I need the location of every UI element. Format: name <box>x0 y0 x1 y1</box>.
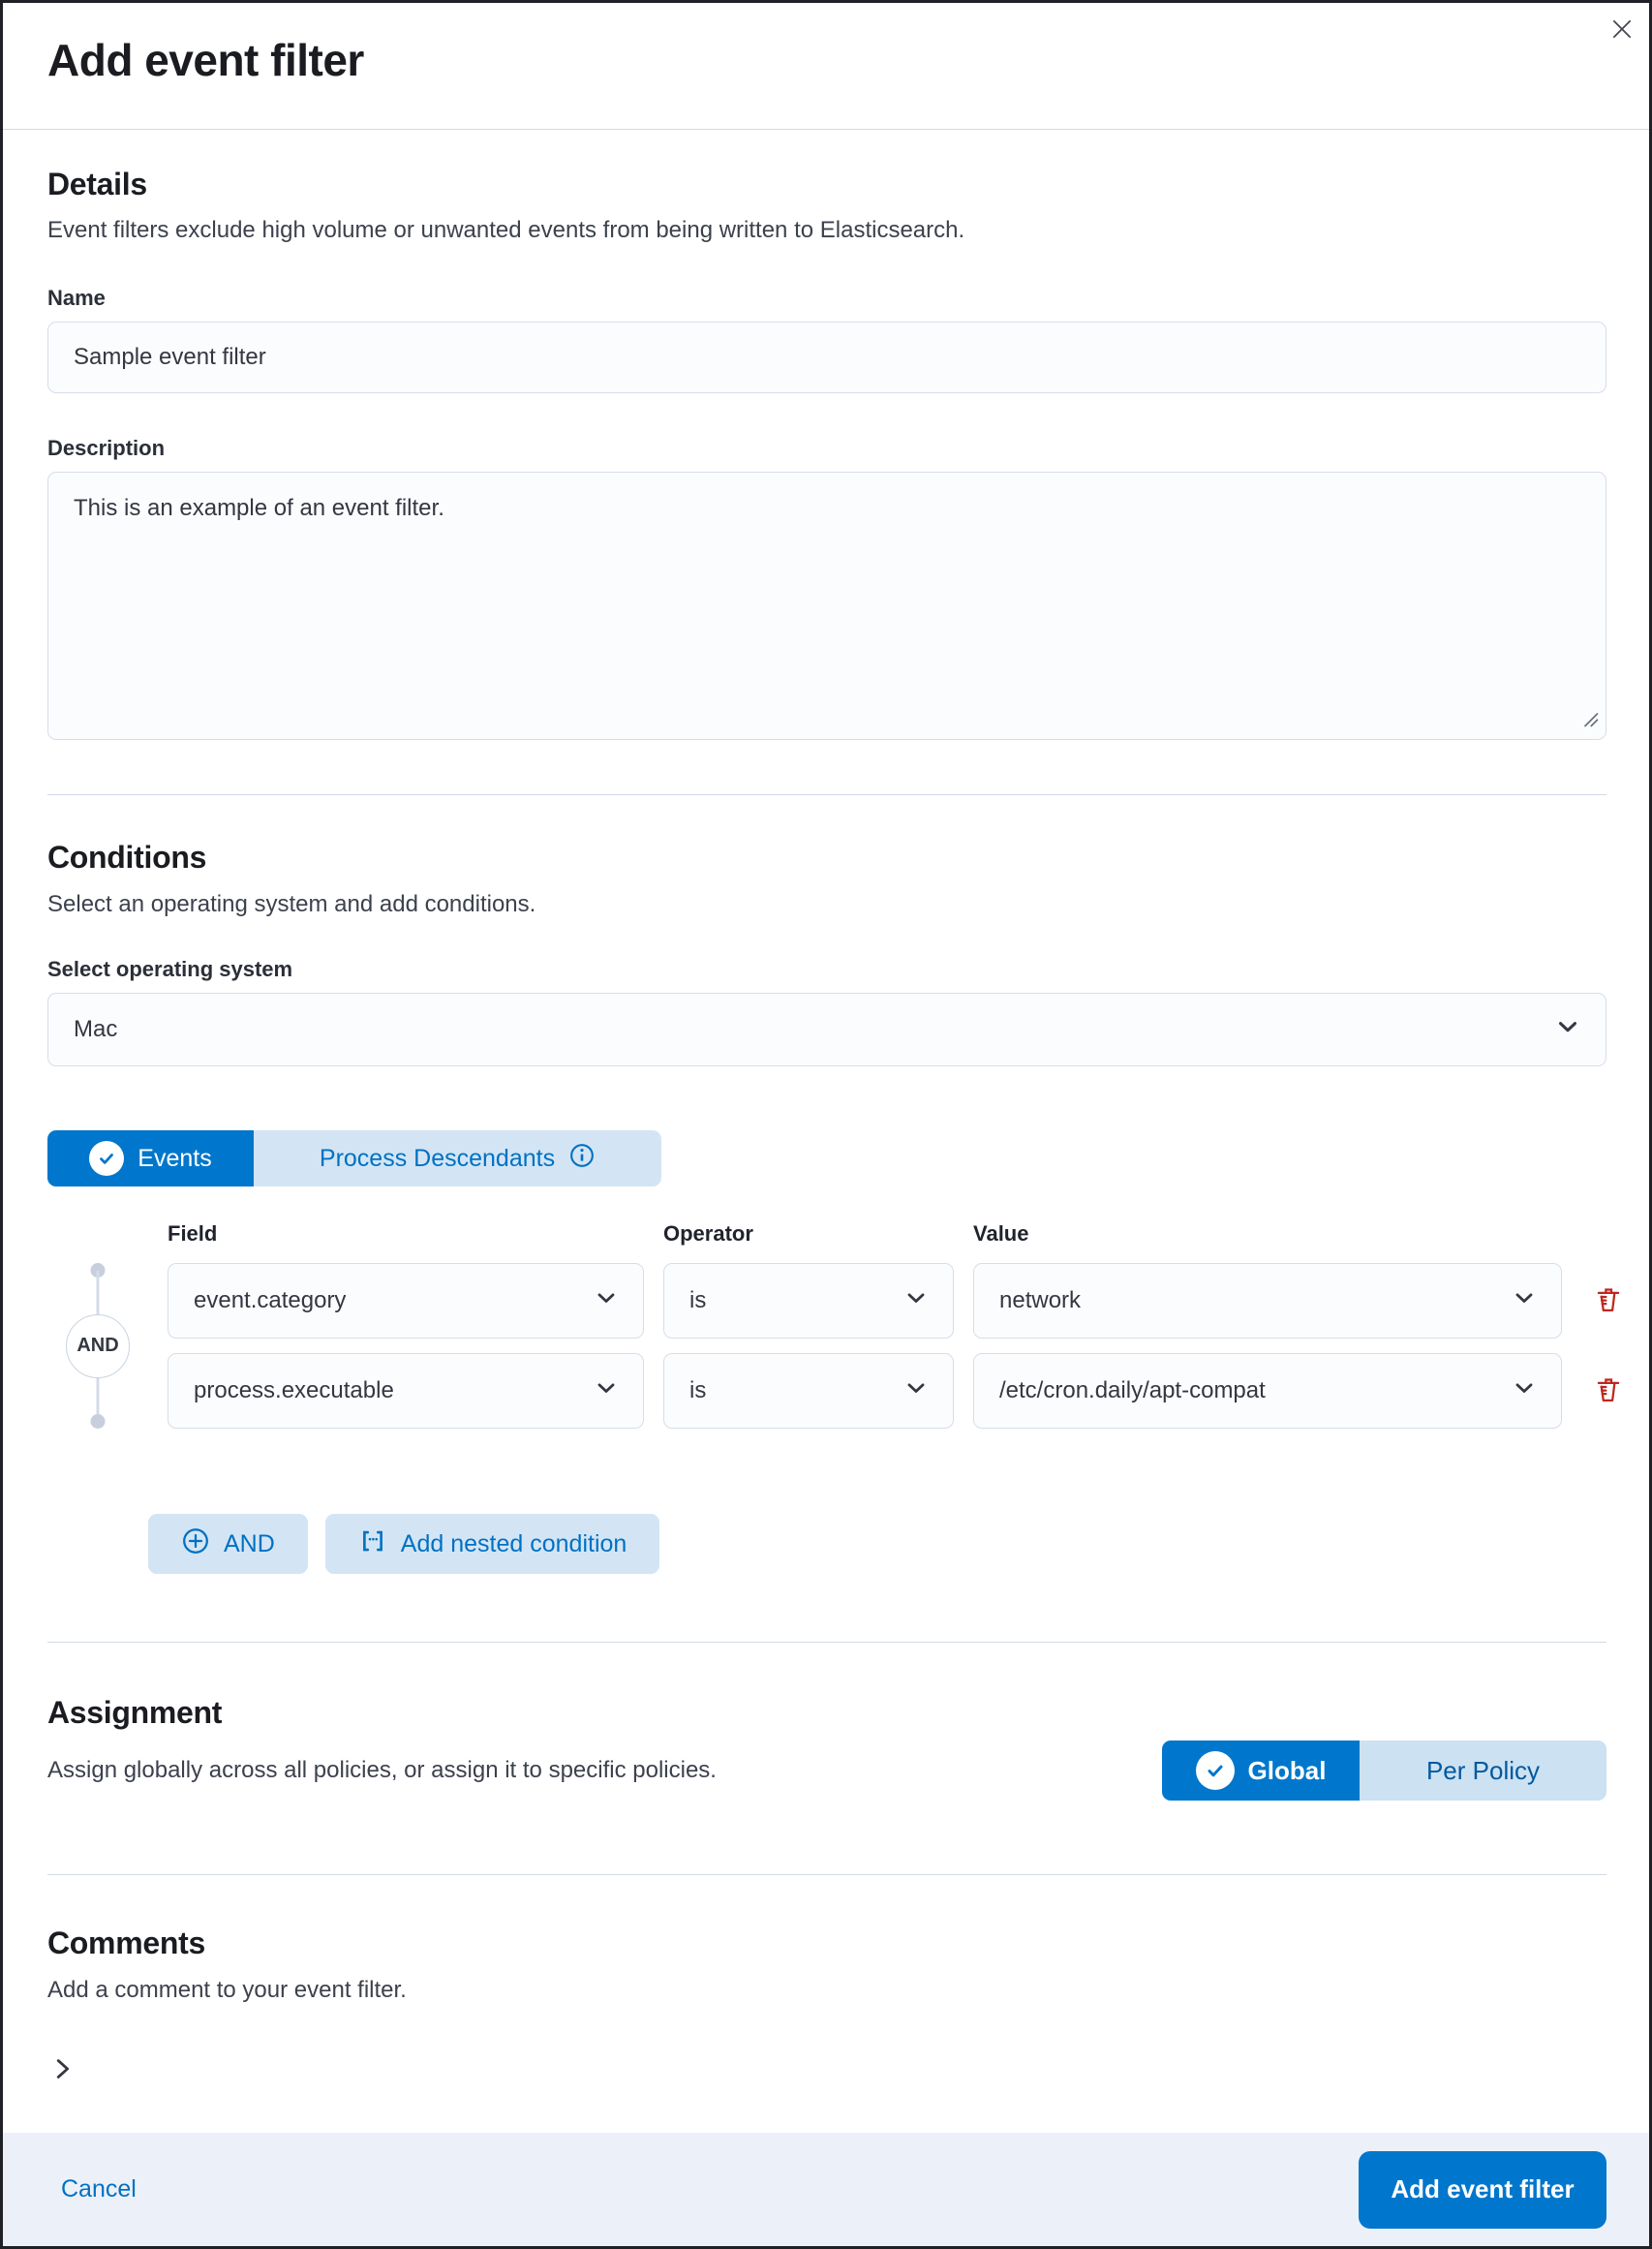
chevron-down-icon <box>593 1284 620 1318</box>
field-select-row-2[interactable] <box>168 1353 644 1429</box>
trash-icon <box>1594 1375 1623 1407</box>
close-button[interactable] <box>1603 11 1641 49</box>
add-nested-condition-button[interactable] <box>325 1514 660 1574</box>
modal-header <box>3 3 1649 130</box>
chevron-down-icon <box>593 1374 620 1408</box>
and-connector-badge: AND <box>66 1314 130 1378</box>
tab-events[interactable] <box>47 1130 254 1186</box>
and-connector <box>47 1263 148 1429</box>
operator-select-row-2-value: is <box>689 1377 707 1404</box>
connector-dot <box>91 1414 106 1429</box>
operator-select-row-1-value: is <box>689 1287 707 1314</box>
modal-body <box>3 130 1649 2133</box>
comments-subtitle: Add a comment to your event filter. <box>47 1977 407 2004</box>
conditions-subtitle: Select an operating system and add conditions. <box>47 890 536 917</box>
field-select-row-1[interactable] <box>168 1263 644 1339</box>
name-input[interactable] <box>47 322 1606 393</box>
name-label: Name <box>47 285 106 310</box>
toggle-global[interactable] <box>1162 1741 1360 1801</box>
field-select-row-2-value: process.executable <box>194 1377 394 1404</box>
check-in-circle-icon <box>1196 1751 1235 1790</box>
info-icon <box>568 1142 596 1176</box>
condition-builder <box>47 1221 1606 1429</box>
description-label: Description <box>47 435 166 460</box>
section-divider <box>47 794 1606 795</box>
tab-events-label: Events <box>138 1144 212 1172</box>
toggle-global-label: Global <box>1247 1755 1327 1785</box>
value-select-row-2[interactable] <box>973 1353 1562 1429</box>
tab-process-descendants-label: Process Descendants <box>319 1144 556 1172</box>
toggle-per-policy-label: Per Policy <box>1425 1755 1541 1785</box>
value-select-row-1[interactable] <box>973 1263 1562 1339</box>
modal-title: Add event filter <box>47 35 364 85</box>
modal-footer <box>3 2133 1649 2246</box>
and-button[interactable] <box>148 1514 308 1574</box>
comments-expand-button[interactable] <box>47 2048 94 2094</box>
toggle-per-policy[interactable] <box>1360 1741 1606 1801</box>
section-divider <box>47 1642 1606 1643</box>
assignment-heading: Assignment <box>47 1695 223 1731</box>
condition-type-tabs <box>47 1130 661 1186</box>
chevron-down-icon <box>1511 1374 1538 1408</box>
description-textarea[interactable] <box>47 472 1606 740</box>
chevron-down-icon <box>902 1374 930 1408</box>
add-nested-condition-label: Add nested condition <box>400 1529 627 1557</box>
assignment-row <box>47 1741 1606 1801</box>
operator-select-row-2[interactable] <box>663 1353 954 1429</box>
cancel-button[interactable]: Cancel <box>61 2175 137 2203</box>
and-button-label: AND <box>224 1529 275 1557</box>
comments-heading: Comments <box>47 1926 205 1961</box>
os-select-value: Mac <box>74 1016 118 1043</box>
os-select-label: Select operating system <box>47 957 293 982</box>
details-heading: Details <box>47 167 147 201</box>
chevron-down-icon <box>902 1284 930 1318</box>
value-select-row-2-value: /etc/cron.daily/apt-compat <box>999 1377 1266 1404</box>
trash-icon <box>1594 1285 1623 1317</box>
delete-condition-row-1-button[interactable] <box>1581 1263 1636 1339</box>
operator-column-label: Operator <box>663 1221 753 1247</box>
close-icon <box>1609 16 1635 45</box>
conditions-heading: Conditions <box>47 839 207 875</box>
value-column-label: Value <box>973 1221 1029 1247</box>
delete-condition-row-2-button[interactable] <box>1581 1353 1636 1429</box>
section-divider <box>47 1874 1606 1875</box>
value-select-row-1-value: network <box>999 1287 1082 1314</box>
details-subtitle: Event filters exclude high volume or unwanted events from being written to Elasticsearch. <box>47 217 965 243</box>
description-field-wrap <box>47 472 1606 740</box>
nested-icon <box>358 1526 387 1562</box>
condition-actions <box>148 1514 1606 1574</box>
field-select-row-1-value: event.category <box>194 1287 347 1314</box>
chevron-down-icon <box>1553 1012 1582 1048</box>
add-event-filter-button[interactable]: Add event filter <box>1359 2151 1606 2229</box>
os-select[interactable] <box>47 993 1606 1066</box>
check-in-circle-icon <box>89 1141 124 1176</box>
chevron-right-icon <box>47 2054 76 2086</box>
operator-select-row-1[interactable] <box>663 1263 954 1339</box>
assignment-toggle <box>1162 1741 1606 1801</box>
assignment-subtitle: Assign globally across all policies, or assign it to specific policies. <box>47 1757 717 1784</box>
field-column-label: Field <box>168 1221 218 1247</box>
plus-in-circle-icon <box>181 1526 210 1562</box>
chevron-down-icon <box>1511 1284 1538 1318</box>
tab-process-descendants[interactable] <box>254 1130 661 1186</box>
